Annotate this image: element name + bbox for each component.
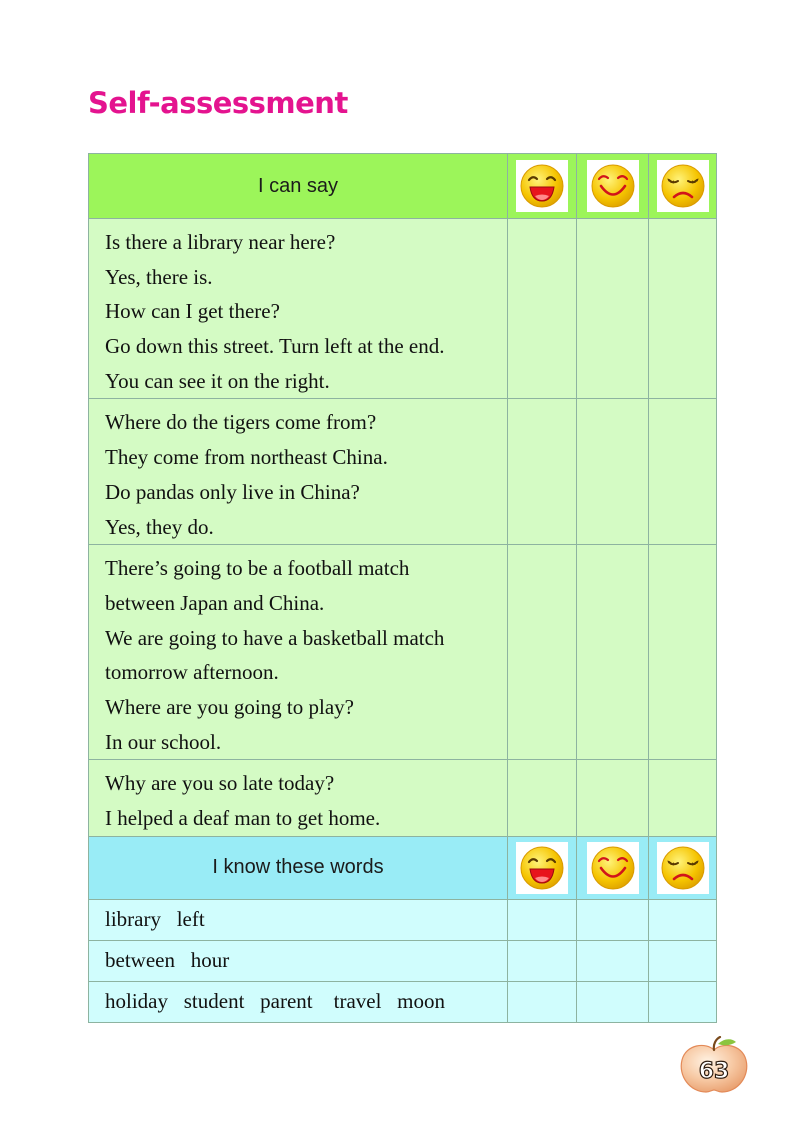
sentence-group (89, 760, 508, 836)
sentence-group (89, 219, 508, 399)
sentence-group (89, 399, 508, 545)
rating-cell[interactable] (577, 760, 649, 836)
sentence: between Japan and China. (105, 590, 325, 615)
rating-cell[interactable] (649, 399, 717, 545)
sentence: Go down this street. Turn left at the end. (105, 334, 445, 359)
sentence: You can see it on the right. (105, 368, 330, 393)
laughing-face-icon (516, 842, 568, 894)
sentence: Is there a library near here? (105, 230, 336, 254)
sentence: Where do the tigers come from? (105, 410, 377, 435)
sentence: They come from northeast China. (105, 445, 388, 470)
rating-cell[interactable] (577, 219, 649, 399)
table-row (89, 545, 717, 760)
table-row (89, 219, 717, 399)
sad-face-icon (657, 160, 709, 212)
smiling-face-icon (587, 160, 639, 212)
rating-cell[interactable] (649, 219, 717, 399)
rating-cell[interactable] (577, 399, 649, 545)
rating-cell[interactable] (577, 981, 649, 1022)
sentence: In our school. (105, 729, 222, 754)
sentence: How can I get there? (105, 299, 280, 324)
apple-icon (676, 1036, 752, 1096)
rating-cell[interactable] (508, 899, 577, 940)
sentence: I helped a deaf man to get home. (105, 806, 381, 830)
rating-cell[interactable] (508, 760, 577, 836)
sentence: We are going to have a basketball match (105, 625, 445, 650)
sentence: There’s going to be a football match (105, 556, 410, 581)
table-row (89, 981, 717, 1022)
page-number: 63 (698, 1059, 730, 1084)
sentence: Where are you going to play? (105, 694, 354, 719)
rating-cell[interactable] (508, 399, 577, 545)
header-row-i-know-these-words (89, 836, 717, 899)
word-list: library left (89, 899, 508, 940)
rating-cell[interactable] (649, 760, 717, 836)
sentence: Yes, there is. (105, 264, 213, 289)
header-i-know-these-words: I know these words (89, 836, 508, 899)
rating-cell[interactable] (649, 981, 717, 1022)
table-row (89, 760, 717, 836)
table-row (89, 940, 717, 981)
table-row (89, 899, 717, 940)
rating-cell[interactable] (508, 981, 577, 1022)
sentence: Do pandas only live in China? (105, 479, 360, 504)
self-assessment-table (88, 153, 717, 1023)
rating-cell[interactable] (577, 940, 649, 981)
page-title: Self-assessment (88, 86, 348, 120)
rating-cell[interactable] (577, 545, 649, 760)
sentence: tomorrow afternoon. (105, 660, 279, 685)
rating-cell[interactable] (649, 899, 717, 940)
table-row (89, 399, 717, 545)
laughing-face-icon (516, 160, 568, 212)
sad-face-icon (657, 842, 709, 894)
rating-cell[interactable] (508, 940, 577, 981)
rating-cell[interactable] (577, 899, 649, 940)
rating-cell[interactable] (649, 545, 717, 760)
header-row-i-can-say (89, 154, 717, 219)
page-number-badge (676, 1036, 752, 1096)
word-list: between hour (89, 940, 508, 981)
rating-cell[interactable] (508, 545, 577, 760)
smiling-face-icon (587, 842, 639, 894)
header-i-can-say: I can say (89, 154, 508, 219)
sentence: Yes, they do. (105, 514, 214, 539)
word-list: holiday student parent travel moon (89, 981, 508, 1022)
rating-cell[interactable] (508, 219, 577, 399)
sentence-group (89, 545, 508, 760)
sentence: Why are you so late today? (105, 771, 335, 796)
rating-cell[interactable] (649, 940, 717, 981)
